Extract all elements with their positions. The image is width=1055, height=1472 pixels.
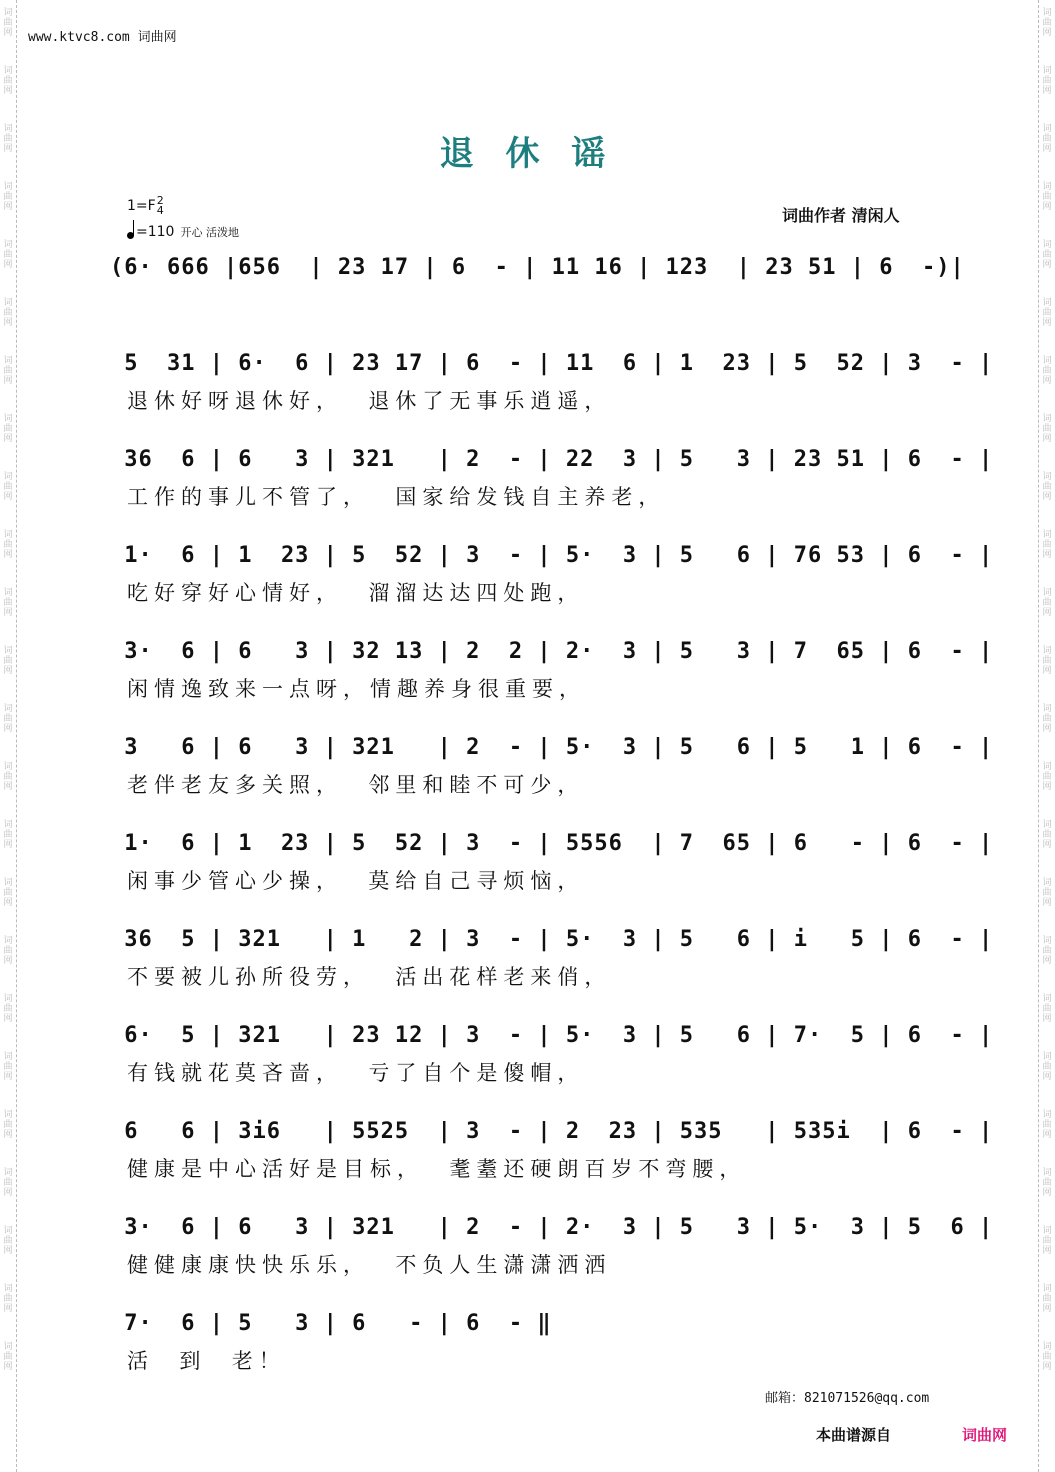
watermark-text: 词 曲 网 (1042, 1110, 1052, 1140)
notation-row: 7· 6 | 5 3 | 6 - | 6 - ‖ (110, 1311, 552, 1336)
composer-credit: 词曲作者 清闲人 (782, 206, 900, 225)
lyric-row: 不要被儿孙所役劳， 活出花样老来俏， (127, 965, 612, 989)
notation-row: 36 6 | 6 3 | 321 | 2 - | 22 3 | 5 3 | 23 51 | 6 - | (110, 447, 994, 472)
notation-row: 6· 5 | 321 | 23 12 | 3 - | 5· 3 | 5 6 | 7· 5 | 6 - | (110, 1023, 994, 1048)
watermark-text: 词 曲 网 (3, 182, 13, 212)
lyric-row: 退休好呀退休好， 退休了无事乐逍遥， (127, 389, 612, 413)
watermark-text: 词 曲 网 (3, 704, 13, 734)
lyric-row: 活 到 老！ (127, 1349, 286, 1373)
notation-row: 1· 6 | 1 23 | 5 52 | 3 - | 5· 3 | 5 6 | 76 53 | 6 - | (110, 543, 994, 568)
lyric-row: 闲事少管心少操， 莫给自己寻烦恼， (127, 869, 585, 893)
key-signature (127, 196, 164, 216)
page-title: 退 休 谣 (439, 134, 616, 174)
watermark-text: 词 曲 网 (3, 356, 13, 386)
time-numerator: 2 (156, 194, 164, 207)
left-watermark-strip (0, 0, 17, 1472)
watermark-text: 词 曲 网 (1042, 1226, 1052, 1256)
notation-row: 3· 6 | 6 3 | 32 13 | 2 2 | 2· 3 | 5 3 | 7 65 | 6 - | (110, 639, 994, 664)
watermark-text: 词 曲 网 (1042, 124, 1052, 154)
lyric-row: 工作的事儿不管了， 国家给发钱自主养老， (127, 485, 666, 509)
watermark-text: 词 曲 网 (3, 994, 13, 1024)
watermark-text: 词 曲 网 (3, 298, 13, 328)
lyric-row: 有钱就花莫吝啬， 亏了自个是傻帽， (127, 1061, 585, 1085)
watermark-text: 词 曲 网 (3, 1110, 13, 1140)
watermark-text: 词 曲 网 (1042, 356, 1052, 386)
notation-row: 6 6 | 3i6 | 5525 | 3 - | 2 23 | 535 | 535i | 6 - | (110, 1119, 994, 1144)
watermark-text: 词 曲 网 (1042, 298, 1052, 328)
watermark-text: 词 曲 网 (1042, 1342, 1052, 1372)
lyric-row: 健健康康快快乐乐， 不负人生潇潇洒洒 (127, 1253, 612, 1277)
watermark-text: 词 曲 网 (3, 530, 13, 560)
watermark-text: 词 曲 网 (3, 936, 13, 966)
watermark-text: 词 曲 网 (1042, 762, 1052, 792)
watermark-text: 词 曲 网 (1042, 1168, 1052, 1198)
footer-source-site[interactable]: 词曲网 (962, 1426, 1008, 1444)
watermark-text: 词 曲 网 (1042, 472, 1052, 502)
watermark-text: 词 曲 网 (1042, 1284, 1052, 1314)
lyric-row (127, 288, 957, 322)
watermark-text: 词 曲 网 (3, 820, 13, 850)
watermark-text: 词 曲 网 (1042, 878, 1052, 908)
key-text: 1=F (127, 198, 156, 214)
notation-row: 36 5 | 321 | 1 2 | 3 - | 5· 3 | 5 6 | i 5 | 6 - | (110, 927, 994, 952)
watermark-text: 词 曲 网 (1042, 1052, 1052, 1082)
watermark-text: 词 曲 网 (1042, 994, 1052, 1024)
lyric-row: 闲情逸致来一点呀，情趣养身很重要， (127, 677, 586, 701)
watermark-text: 词 曲 网 (3, 588, 13, 618)
notation-row: (6· 666 |656 | 23 17 | 6 - | 11 16 | 123 | 23 51 | 6 -)| (110, 255, 965, 280)
watermark-text: 词 曲 网 (1042, 182, 1052, 212)
watermark-text: 词 曲 网 (3, 1168, 13, 1198)
watermark-text: 词 曲 网 (3, 1284, 13, 1314)
watermark-text: 词 曲 网 (1042, 530, 1052, 560)
watermark-text: 词 曲 网 (3, 1052, 13, 1082)
watermark-text: 词 曲 网 (3, 124, 13, 154)
watermark-text: 词 曲 网 (3, 762, 13, 792)
watermark-text: 词 曲 网 (1042, 646, 1052, 676)
notation-row: 1· 6 | 1 23 | 5 52 | 3 - | 5556 | 7 65 | 6 - | 6 - | (110, 831, 994, 856)
watermark-text: 词 曲 网 (1042, 820, 1052, 850)
watermark-text: 词 曲 网 (3, 414, 13, 444)
footer-email: 邮箱：821071526@qq.com (765, 1391, 930, 1406)
watermark-text: 词 曲 网 (3, 646, 13, 676)
watermark-text: 词 曲 网 (3, 878, 13, 908)
watermark-text: 词 曲 网 (1042, 704, 1052, 734)
notation-row: 3 6 | 6 3 | 321 | 2 - | 5· 3 | 5 6 | 5 1 | 6 - | (110, 735, 994, 760)
watermark-text: 词 曲 网 (3, 1226, 13, 1256)
watermark-text: 词 曲 网 (1042, 8, 1052, 38)
watermark-text: 词 曲 网 (1042, 588, 1052, 618)
watermark-text: 词 曲 网 (3, 8, 13, 38)
watermark-text: 词 曲 网 (1042, 66, 1052, 96)
notation-row: 3· 6 | 6 3 | 321 | 2 - | 2· 3 | 5 3 | 5· 3 | 5 6 | (110, 1215, 994, 1240)
time-signature (157, 196, 164, 216)
time-denominator: 4 (156, 204, 164, 217)
site-header: www.ktvc8.com 词曲网 (28, 30, 177, 45)
lyric-row: 老伴老友多关照， 邻里和睦不可少， (127, 773, 585, 797)
watermark-text: 词 曲 网 (3, 472, 13, 502)
lyric-row: 健康是中心活好是目标， 耄耋还硬朗百岁不弯腰， (127, 1157, 747, 1181)
lyric-row: 吃好穿好心情好， 溜溜达达四处跑， (127, 581, 585, 605)
tempo-value: =110 (136, 224, 175, 240)
watermark-text: 词 曲 网 (3, 1342, 13, 1372)
right-watermark-strip (1038, 0, 1055, 1472)
watermark-text: 词 曲 网 (1042, 936, 1052, 966)
tempo-mood: 开心 活泼地 (180, 226, 239, 239)
notation-row: 5 31 | 6· 6 | 23 17 | 6 - | 11 6 | 1 23 | 5 52 | 3 - | (110, 351, 994, 376)
watermark-text: 词 曲 网 (3, 66, 13, 96)
watermark-text: 词 曲 网 (1042, 240, 1052, 270)
footer-source: 本曲谱源自 (816, 1426, 892, 1444)
watermark-text: 词 曲 网 (1042, 414, 1052, 444)
quarter-note-icon (127, 232, 134, 239)
tempo-marking (127, 224, 239, 240)
watermark-text: 词 曲 网 (3, 240, 13, 270)
